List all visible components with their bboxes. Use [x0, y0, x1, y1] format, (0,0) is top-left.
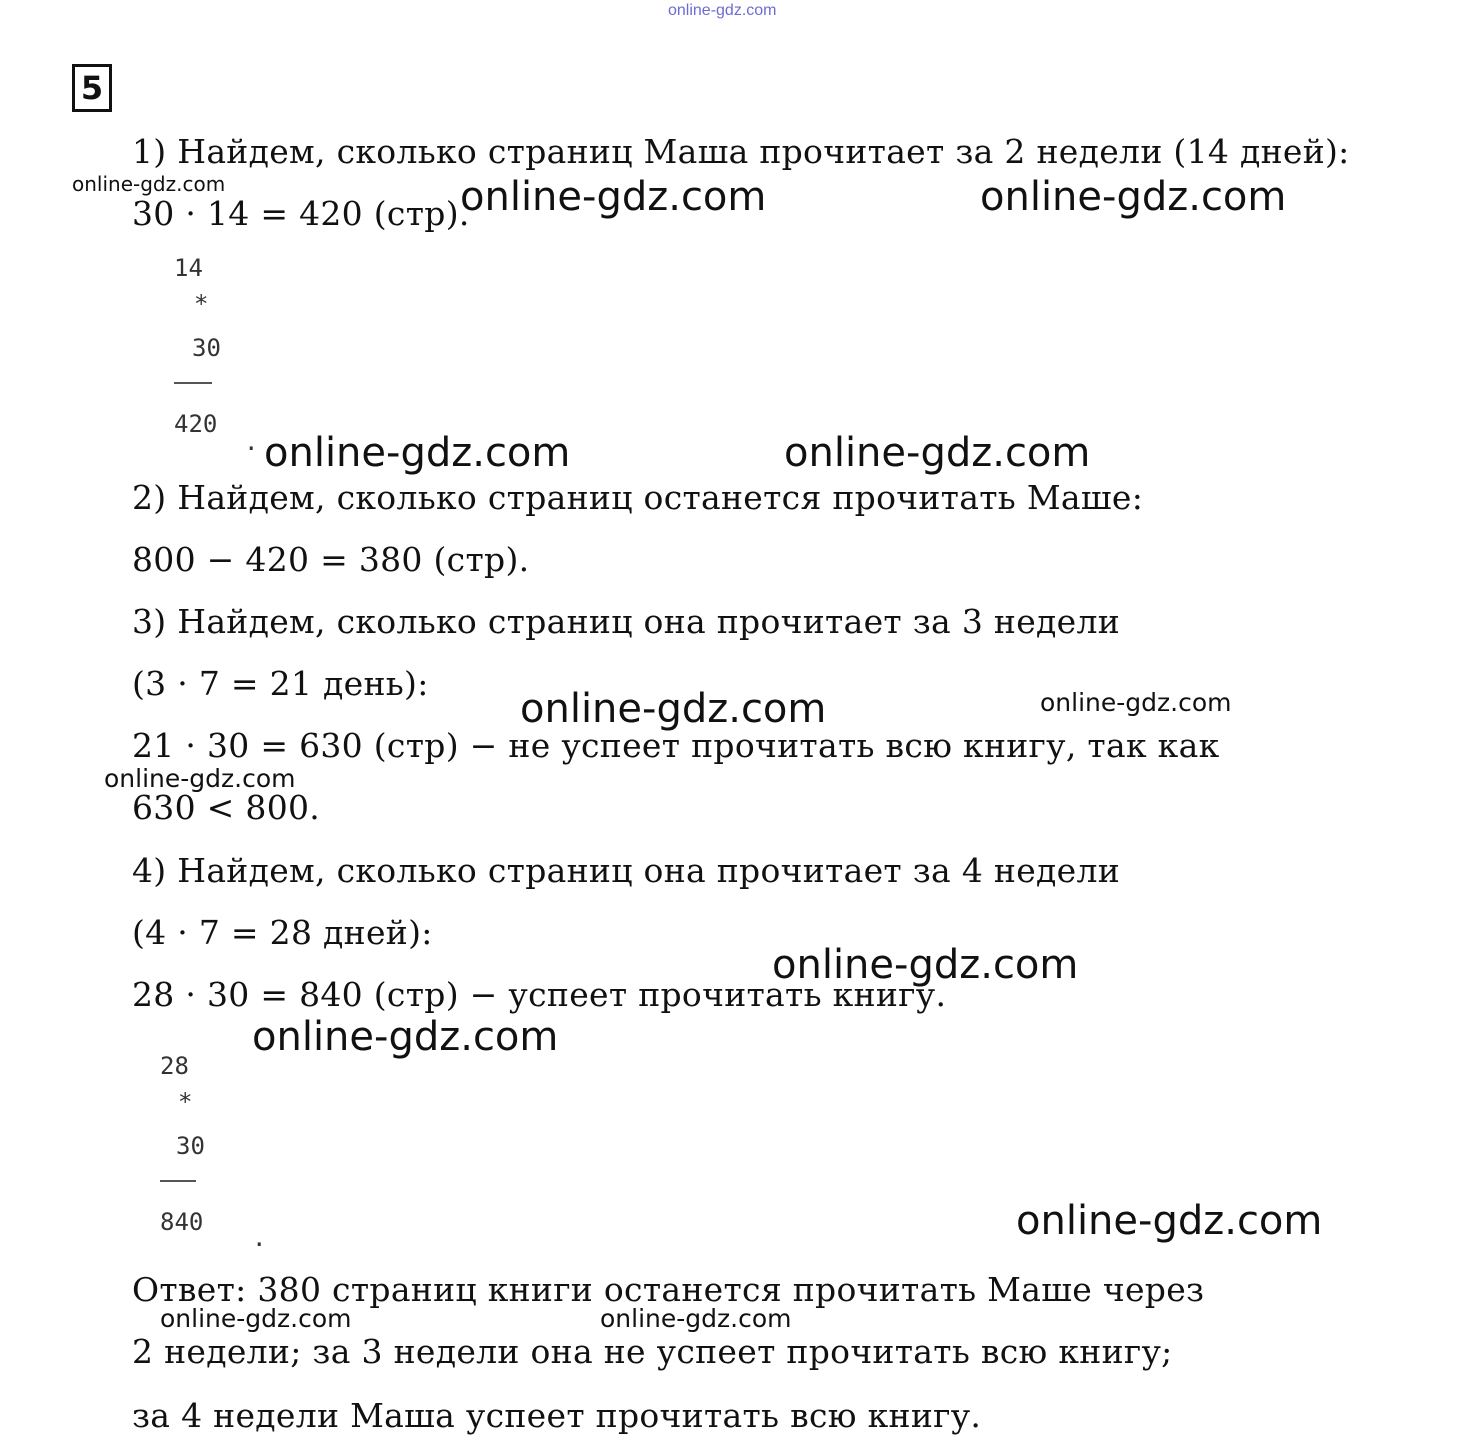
calc1-multiplier: 30: [192, 334, 221, 362]
task-number-box: 5: [72, 64, 112, 112]
step-3-equation: 21 · 30 = 630 (стр) − не успеет прочитать всю книгу, так как: [132, 726, 1220, 765]
watermark: online-gdz.com: [160, 1304, 352, 1333]
step-2-heading: 2) Найдем, сколько страниц останется прочитать Маше:: [132, 478, 1144, 517]
calc2-rule: [160, 1180, 196, 1182]
watermark: online-gdz.com: [600, 1304, 792, 1333]
watermark: online-gdz.com: [72, 172, 226, 196]
step-3-comparison: 630 < 800.: [132, 788, 321, 827]
calc2-multiplicand: 28: [160, 1052, 189, 1080]
watermark: online-gdz.com: [264, 430, 571, 476]
answer-line-3: за 4 недели Маша успеет прочитать всю книгу.: [132, 1396, 982, 1435]
calc2-multiplier: 30: [176, 1132, 205, 1160]
answer-line-1: Ответ: 380 страниц книги останется прочитать Маше через: [132, 1270, 1205, 1309]
step-4-equation: 28 · 30 = 840 (стр) − успеет прочитать книгу.: [132, 975, 947, 1014]
step-4-heading: 4) Найдем, сколько страниц она прочитает за 4 недели: [132, 851, 1121, 890]
step-3-days: (3 · 7 = 21 день):: [132, 664, 429, 703]
calc1-rule: [174, 382, 212, 384]
calc2-result: 840: [160, 1208, 204, 1236]
watermark: online-gdz.com: [520, 686, 827, 732]
calc1-dot: .: [244, 428, 259, 456]
watermark: online-gdz.com: [252, 1014, 559, 1060]
step-1-heading: 1) Найдем, сколько страниц Маша прочитает за 2 недели (14 дней):: [132, 132, 1350, 171]
watermark: online-gdz.com: [460, 174, 767, 220]
calc1-multiplicand: 14: [174, 254, 203, 282]
watermark: online-gdz.com: [980, 174, 1287, 220]
step-3-heading: 3) Найдем, сколько страниц она прочитает за 3 недели: [132, 602, 1121, 641]
watermark: online-gdz.com: [1016, 1198, 1323, 1244]
calc2-dot: .: [252, 1224, 267, 1252]
calc2-operator: *: [178, 1088, 193, 1116]
answer-line-2: 2 недели; за 3 недели она не успеет прочитать всю книгу;: [132, 1332, 1173, 1371]
watermark: online-gdz.com: [784, 430, 1091, 476]
calc1-operator: *: [194, 290, 209, 318]
watermark: online-gdz.com: [104, 764, 296, 793]
calc1-result: 420: [174, 410, 218, 438]
step-4-days: (4 · 7 = 28 дней):: [132, 913, 433, 952]
watermark: online-gdz.com: [1040, 688, 1232, 717]
step-1-equation: 30 · 14 = 420 (стр).: [132, 194, 470, 233]
watermark: online-gdz.com: [772, 942, 1079, 988]
top-watermark: online-gdz.com: [668, 2, 777, 19]
step-2-equation: 800 − 420 = 380 (стр).: [132, 540, 530, 579]
